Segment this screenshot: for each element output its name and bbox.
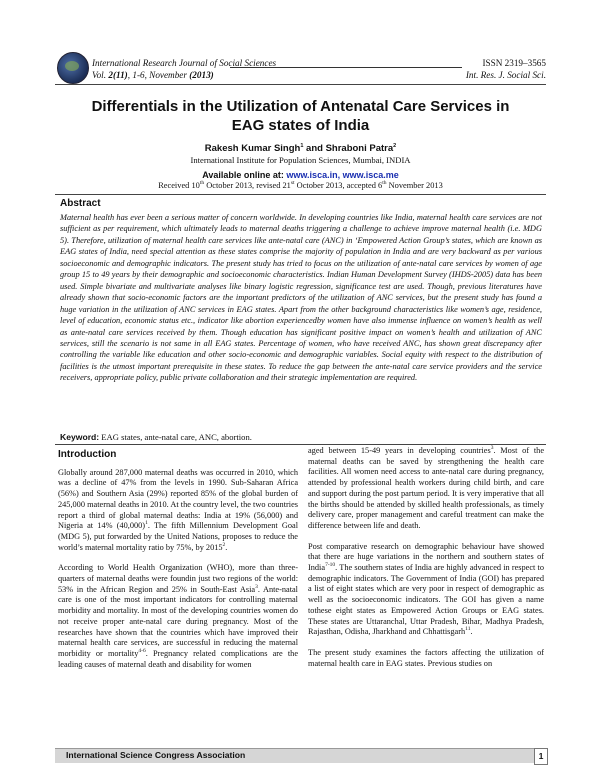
keywords xyxy=(60,432,542,442)
right-paragraph-1 xyxy=(308,446,544,532)
footer-association: International Science Congress Association xyxy=(66,750,246,760)
citation-mark: 3 xyxy=(255,583,258,590)
left-column xyxy=(58,450,298,680)
availability-line xyxy=(55,170,546,180)
title-divider xyxy=(55,194,546,195)
availability-label: Available online at: xyxy=(202,170,287,180)
citation-mark: 2 xyxy=(222,541,226,548)
abstract-heading: Abstract xyxy=(60,198,101,209)
volume-pages-month: , 1-6, November xyxy=(127,70,190,80)
right-column xyxy=(308,446,544,679)
intro-p2-text-b: . Ante-natal care is one of the most important indicators for controlling maternal morbidity and mortality. In most of the developing countries women do not receive proper ante-natal care during pregnancy. Most of the researches have shown that the countries which have improved their maternal health care services, are successful in reducing the maternal morbidity or mortality xyxy=(58,584,298,658)
right-p1-text-a: aged between 15-49 years in developing countries xyxy=(308,446,491,455)
section-heading-introduction: Introduction xyxy=(58,449,117,460)
volume-prefix: Vol. xyxy=(92,70,109,80)
accepted-date-year: November 2013 xyxy=(386,181,443,190)
author-1-affil-mark: 1 xyxy=(300,142,304,149)
right-paragraph-2 xyxy=(308,542,544,638)
author-1: Rakesh Kumar Singh xyxy=(204,143,301,154)
page-number: 1 xyxy=(534,748,548,765)
right-p2-text-c: . xyxy=(470,627,473,637)
journal-logo-icon xyxy=(57,52,89,84)
header-divider xyxy=(55,84,546,85)
received-dates xyxy=(55,181,546,190)
author-2-affil-mark: 2 xyxy=(393,142,397,149)
citation-mark: 7-10 xyxy=(325,562,336,569)
accepted-date-suffix: th xyxy=(382,180,387,187)
accepted-date: October 2013, accepted 6 xyxy=(294,181,383,190)
keywords-label: Keyword: xyxy=(60,432,100,442)
revised-date-suffix: st xyxy=(290,180,295,187)
citation-mark: 4-6 xyxy=(138,648,146,655)
volume-year: (2013) xyxy=(189,70,214,80)
author-conjunction: and xyxy=(303,143,326,154)
right-p2-text-a: Post comparative research on demographic behaviour have showed that there are huge variations in the northern and southern states of India xyxy=(308,541,544,573)
citation-mark: 11 xyxy=(465,626,471,633)
issn: ISSN 2319–3565 xyxy=(482,58,546,68)
author-2: Shraboni Patra xyxy=(325,143,394,154)
right-p1-text-b: . Most of the maternal deaths can be saved by strengthening the health care facilities. All women need access to ante-natal care during pregnancy, attended by professional health workers during child birth, and care and support during the post partum period. It is very imperative that all the births should be attended by skilled health professionals, as timely delivery care, proper management and careful treatment can make the difference between life and death. xyxy=(308,446,545,530)
affiliation: International Institute for Population Sciences, Mumbai, INDIA xyxy=(190,155,411,165)
intro-p2-text-c: . Pregnancy related complications are the leading causes of maternal death and disability for women xyxy=(58,648,299,669)
right-paragraph-3: The present study examines the factors affecting the utilization of maternal health care in EAG states. Previous studies on xyxy=(308,647,544,668)
received-date-suffix: th xyxy=(199,180,205,187)
journal-short-title: Int. Res. J. Social Sci. xyxy=(465,70,546,80)
abstract-text: Maternal health has ever been a serious matter of concern worldwide. In developing countries like India, maternal health care services are not sufficient as per requirement, which ultimately leads to maternal deaths triggering a challenge to achieve improve maternal health (i.e. MDG 5). Therefore, utilization of maternal health care services like ante-natal care (ANC) in ‘Empowered Action Group’s states, which are known as EAG states of India, need special attention as these states comprise the majority of population in India and are very backward as per various socioeconomic and demographic indicators. The present study has tried to focus on the utilization of ante-natal care services by women of age group 15 to 49 years by their demographic and socioeconomic characteristics. Indian Human Development Survey (IHDS-2005) data has been used. Simple bivariate and multivariate analyses like binary logistic regression, significance test are used. Though, previous literatures have already shown that socio-economic factors are the important predictors of the utilization of ANC services, but the present study has found a huge variation in the utilization of ANC services in EAG states. Apart from the other background characteristics like women’s age, residence, level of education, economic status etc., indicator like abortion experiencedby women have also immense influence on women’s health as well as ante-natal care services received by them. Though education has significant positive impact on women’s health and utilization of ANC services, still the scenario is not same in all EAG states. Percentage of women, who have received ANC, has shown great discrepancy after controlling the variable like education and other socio-economic and demographic variables. Social equity with respect to the distribution of facilities is the utmost important prerequisite in these states. To reduce the gap between the ante-natal care service providers and the service receivers, appropriate policy, public private collaboration and their strategic implementation are required. xyxy=(60,213,542,383)
intro-p1-text-c: . xyxy=(225,542,228,552)
journal-name: International Research Journal of Social Sciences xyxy=(92,58,277,68)
intro-p1-text-b: . The fifth Millennium Development Goal (MDG 5), put forwarded by the United Nations, proposes to reduce the world’s maternal mortality ratio by 75%, by 2015 xyxy=(58,521,298,552)
volume-number: 2(11) xyxy=(108,70,128,80)
paper-title-line-2: EAG states of India xyxy=(231,117,370,134)
revised-date: October 2013, revised 21 xyxy=(204,181,291,190)
volume-line xyxy=(92,70,546,80)
intro-paragraph-2 xyxy=(58,563,298,670)
paper-title xyxy=(55,97,546,135)
keywords-text: EAG states, ante-natal care, ANC, abortion. xyxy=(99,432,252,442)
abstract-divider xyxy=(55,444,546,445)
availability-links[interactable]: www.isca.in, www.isca.me xyxy=(286,170,399,180)
citation-mark: 3 xyxy=(490,445,494,452)
right-p2-text-b: . The southern states of India are highly advanced in respect to demographic indicators. The Government of India (GOI) has prepared a list of eight states which are very poor in respect of demographic as well as the socioeconomic indicators. The GOI has given a name tothese eight states as Empowered Action Groups or EAG states. These states are Uttaranchal, Uttar Pradesh, Bihar, Madhya Pradesh, Rajasthan, Odisha, Jharkhand and Chhattisgarh xyxy=(308,563,544,637)
paper-title-line-1: Differentials in the Utilization of Antenatal Care Services in xyxy=(91,98,510,115)
intro-paragraph-1 xyxy=(58,468,298,554)
intro-p2-text-a: According to World Health Organization (WHO), more than three-quarters of maternal deaths were foundin just two regions of the world: 53% in the African Region and 25% in South-East Asia xyxy=(58,563,298,594)
received-date: Received 10 xyxy=(158,181,200,190)
header-rule xyxy=(230,67,462,68)
intro-p1-text-a: Globally around 287,000 maternal deaths was occurred in 2010, which was a decline of 47% from the levels in 1990. Sub-Saharan Africa (56%) and Southern Asia (29%) reported 85% of the global burden of 245,000 maternal deaths in 2010. At the country level, the two countries report a third of global maternal deaths: India at 19% (56,000) and Nigeria at 14% (40,000) xyxy=(58,467,298,531)
authors xyxy=(55,143,546,154)
citation-mark: 1 xyxy=(145,520,148,527)
